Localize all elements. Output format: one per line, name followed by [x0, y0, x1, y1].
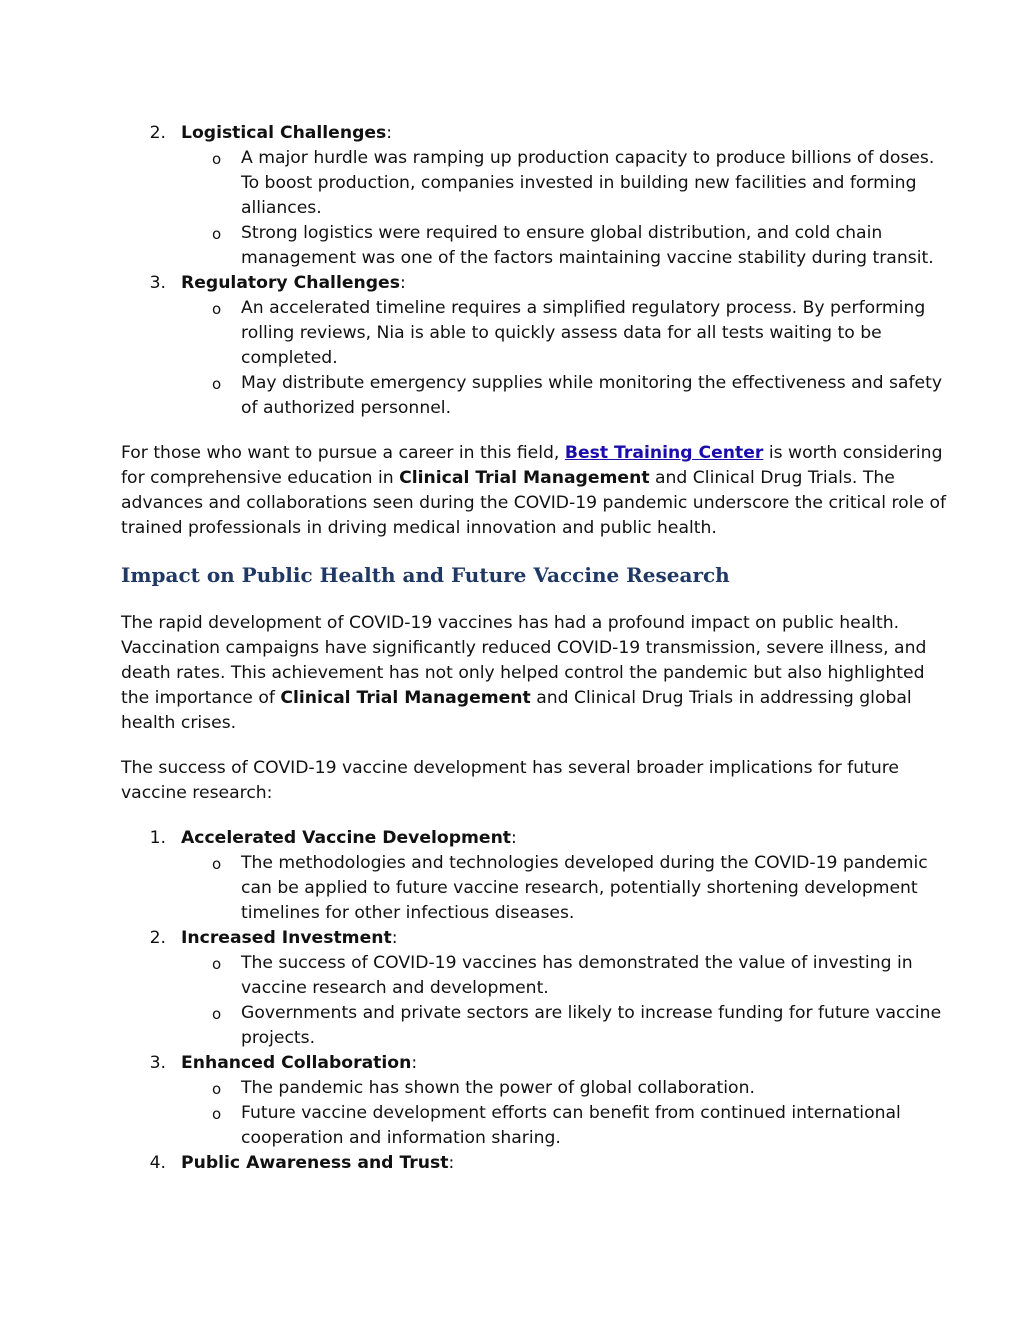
- bullet-text: Strong logistics were required to ensure global distribution, and cold chain: [241, 223, 883, 243]
- bullet-text: The success of COVID-19 vaccines has demonstrated the value of investing in: [241, 953, 913, 973]
- bullet-marker: o: [212, 225, 222, 243]
- paragraph-line: for comprehensive education in Clinical Trial Management and Clinical Drug Trials. The: [121, 468, 895, 488]
- list-item-heading: Regulatory Challenges:: [181, 273, 406, 293]
- bullet-marker: o: [212, 955, 222, 973]
- bullet-text: cooperation and information sharing.: [241, 1128, 561, 1148]
- bullet-text: timelines for other infectious diseases.: [241, 903, 575, 923]
- list-item-heading: Accelerated Vaccine Development:: [181, 828, 517, 848]
- bullet-marker: o: [212, 1105, 222, 1123]
- bullet-marker: o: [212, 1080, 222, 1098]
- paragraph-line: trained professionals in driving medical innovation and public health.: [121, 518, 717, 538]
- bullet-text: An accelerated timeline requires a simplified regulatory process. By performing: [241, 298, 926, 318]
- bullet-text: rolling reviews, Nia is able to quickly assess data for all tests waiting to be: [241, 323, 882, 343]
- list-number: 3.: [149, 273, 166, 293]
- paragraph-line: death rates. This achievement has not only helped control the pandemic but also highlighted: [121, 663, 925, 683]
- bullet-text: The methodologies and technologies developed during the COVID-19 pandemic: [241, 853, 928, 873]
- bullet-text: To boost production, companies invested in building new facilities and forming: [241, 173, 917, 193]
- bullet-text: completed.: [241, 348, 338, 368]
- bullet-marker: o: [212, 1005, 222, 1023]
- bullet-marker: o: [212, 855, 222, 873]
- bullet-text: Governments and private sectors are likely to increase funding for future vaccine: [241, 1003, 942, 1023]
- bullet-text: A major hurdle was ramping up production capacity to produce billions of doses.: [241, 148, 935, 168]
- bullet-marker: o: [212, 300, 222, 318]
- paragraph-line: the importance of Clinical Trial Management and Clinical Drug Trials in addressing global: [121, 688, 912, 708]
- bullet-marker: o: [212, 150, 222, 168]
- best-training-center-link[interactable]: Best Training Center: [564, 443, 764, 463]
- bullet-text: can be applied to future vaccine research, potentially shortening development: [241, 878, 918, 898]
- bullet-text: management was one of the factors maintaining vaccine stability during transit.: [241, 248, 934, 268]
- bullet-text: The pandemic has shown the power of global collaboration.: [241, 1078, 755, 1098]
- bullet-text: of authorized personnel.: [241, 398, 452, 418]
- paragraph-line: For those who want to pursue a career in this field, Best Training Center is worth considering: [121, 443, 943, 463]
- paragraph-line: health crises.: [121, 713, 237, 733]
- paragraph-line: vaccine research:: [121, 783, 273, 803]
- list-number: 4.: [149, 1153, 166, 1173]
- bullet-text: Future vaccine development efforts can benefit from continued international: [241, 1103, 901, 1123]
- list-number: 2.: [149, 928, 166, 948]
- list-number: 3.: [149, 1053, 166, 1073]
- paragraph-line: Vaccination campaigns have significantly reduced COVID-19 transmission, severe illness, and: [121, 638, 927, 658]
- paragraph-line: advances and collaborations seen during the COVID-19 pandemic underscore the critical role of: [121, 493, 947, 513]
- bullet-marker: o: [212, 375, 222, 393]
- paragraph-line: The success of COVID-19 vaccine development has several broader implications for future: [121, 758, 899, 778]
- list-item-heading: Public Awareness and Trust:: [181, 1153, 455, 1173]
- section-heading: Impact on Public Health and Future Vaccine Research: [121, 563, 730, 587]
- list-item-heading: Increased Investment:: [181, 928, 398, 948]
- list-number: 2.: [149, 123, 166, 143]
- bullet-text: vaccine research and development.: [241, 978, 549, 998]
- bullet-text: projects.: [241, 1028, 316, 1048]
- list-number: 1.: [149, 828, 166, 848]
- list-item-heading: Enhanced Collaboration:: [181, 1053, 418, 1073]
- bullet-text: alliances.: [241, 198, 322, 218]
- bullet-text: May distribute emergency supplies while monitoring the effectiveness and safety: [241, 373, 942, 393]
- paragraph-line: The rapid development of COVID-19 vaccines has had a profound impact on public health.: [121, 613, 900, 633]
- list-item-heading: Logistical Challenges:: [181, 123, 393, 143]
